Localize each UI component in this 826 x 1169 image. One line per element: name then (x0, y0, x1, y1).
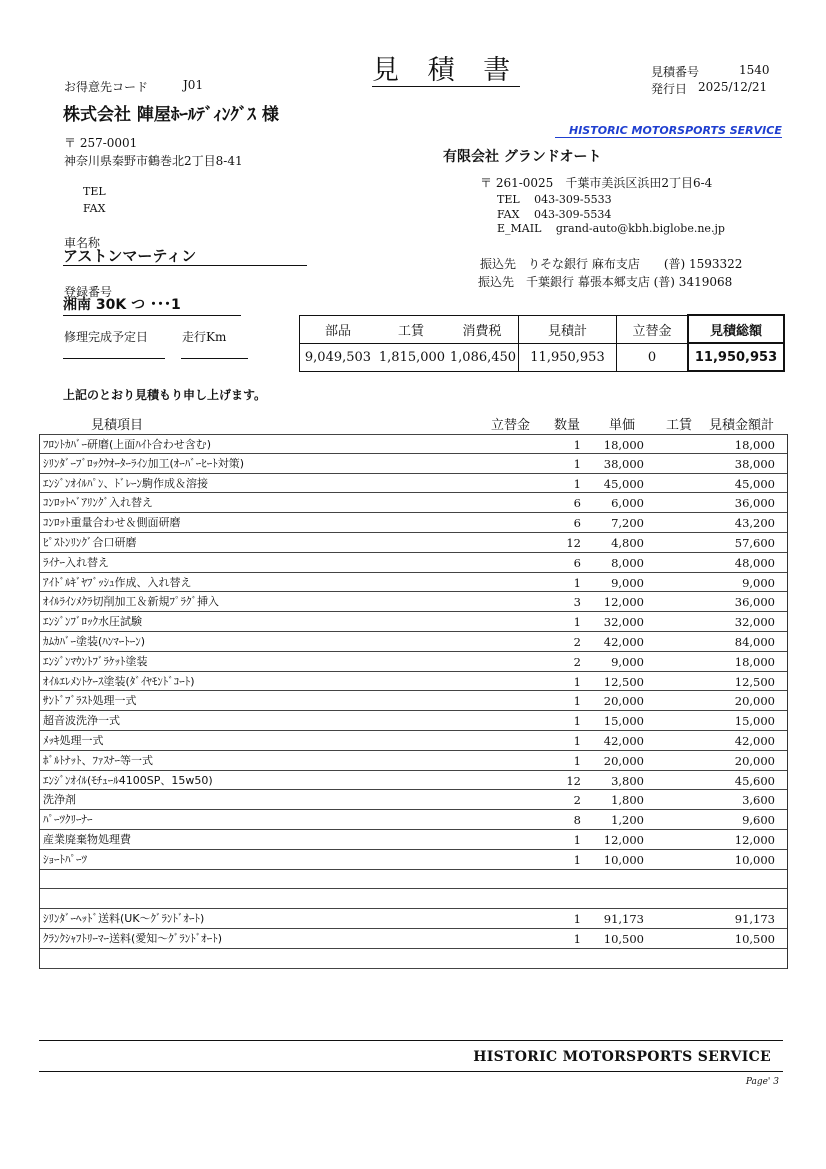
item-name: ｴﾝｼﾞﾝｵｲﾙﾊﾟﾝ、ﾄﾞﾚｰﾝ駒作成＆溶接 (43, 476, 208, 490)
estimate-number: 1540 (739, 63, 770, 77)
customer-name: 株式会社 陣屋ﾎｰﾙﾃﾞｨﾝｸﾞｽ 様 (63, 105, 279, 125)
customer-address: 神奈川県秦野市鶴巻北2丁目8-41 (64, 154, 243, 168)
item-unit-price: 1,200 (611, 813, 644, 828)
bank-account-2: 振込先 千葉銀行 幕張本郷支店 (普) 3419068 (478, 275, 733, 289)
table-row (40, 731, 787, 751)
summary-table (299, 314, 785, 372)
customer-code: J01 (183, 78, 204, 92)
item-amount: 32,000 (734, 615, 775, 630)
item-qty: 6 (573, 496, 581, 511)
table-row (40, 513, 787, 533)
item-name: ﾗｲﾅｰ入れ替え (43, 555, 109, 569)
item-unit-price: 12,500 (603, 674, 644, 689)
item-qty: 1 (573, 714, 581, 729)
item-name: ｴﾝｼﾞﾝﾏｳﾝﾄﾌﾞﾗｹｯﾄ塗装 (43, 654, 148, 668)
item-name: 洗浄剤 (43, 793, 76, 807)
item-qty: 1 (573, 476, 581, 491)
table-row (40, 612, 787, 632)
item-name: ｵｲﾙﾗｲﾝﾒｸﾗ切削加工＆新規ﾌﾟﾗｸﾞ挿入 (43, 595, 219, 609)
table-row (40, 949, 787, 969)
item-unit-price: 12,000 (603, 595, 644, 610)
item-qty: 1 (573, 733, 581, 748)
item-amount: 18,000 (734, 654, 775, 669)
item-name: 産業廃棄物処理費 (43, 832, 131, 846)
item-qty: 1 (573, 438, 581, 452)
item-amount: 84,000 (734, 634, 775, 649)
item-unit-price: 3,800 (611, 773, 644, 788)
summary-total: 11,950,953 (688, 343, 784, 371)
item-name: ｼｮｰﾄﾊﾟｰﾂ (43, 852, 87, 866)
table-row (40, 672, 787, 692)
item-unit-price: 10,500 (603, 931, 644, 946)
item-amount: 36,000 (734, 496, 775, 511)
customer-tel-label: TEL (83, 185, 106, 198)
item-qty: 8 (573, 813, 581, 828)
estimate-number-label: 見積番号 (651, 65, 700, 79)
table-row (40, 790, 787, 810)
shop-brand-logo: HISTORIC MOTORSPORTS SERVICE (555, 124, 782, 138)
item-name: ﾊﾟｰﾂｸﾘｰﾅｰ (43, 813, 93, 827)
completion-date-label: 修理完成予定日 (64, 330, 149, 344)
table-row (40, 493, 787, 513)
summary-header-parts: 部品 (324, 323, 351, 339)
item-amount: 45,000 (734, 476, 775, 491)
item-name: ｵｲﾙｴﾚﾒﾝﾄｹｰｽ塗装(ﾀﾞｲﾔﾓﾝﾄﾞｺｰﾄ) (43, 674, 195, 688)
shop-email: E_MAIL grand-auto@kbh.biglobe.ne.jp (497, 222, 725, 235)
document-title: 見 積 書 (372, 55, 521, 86)
summary-header-tax: 消費税 (462, 323, 502, 339)
table-row (40, 830, 787, 850)
table-row (40, 533, 787, 553)
header-unit-price: 単価 (609, 418, 636, 433)
item-unit-price: 20,000 (603, 753, 644, 768)
table-row (40, 751, 787, 771)
item-amount: 20,000 (734, 694, 775, 709)
table-row (40, 870, 787, 890)
item-amount: 9,000 (742, 575, 775, 590)
table-row (40, 652, 787, 672)
item-amount: 10,500 (734, 931, 775, 946)
page-number: Page' 3 (745, 1077, 779, 1087)
item-name: ｺﾝﾛｯﾄ重量合わせ＆側面研磨 (43, 516, 181, 530)
vehicle-name: アストンマーティン (63, 248, 307, 266)
header-labor: 工賃 (666, 418, 693, 433)
table-row (40, 454, 787, 474)
item-amount: 20,000 (734, 753, 775, 768)
item-name: ｸﾗﾝｸｼｬﾌﾄﾘｰﾏｰ送料(愛知～ｸﾞﾗﾝﾄﾞｵｰﾄ) (43, 931, 223, 945)
item-unit-price: 6,000 (611, 496, 644, 511)
item-qty: 2 (573, 654, 581, 669)
item-amount: 10,000 (734, 852, 775, 867)
table-row (40, 771, 787, 791)
shop-name: 有限会社 グランドオート (443, 149, 602, 165)
item-unit-price: 8,000 (611, 555, 644, 570)
summary-header-total: 見積総額 (688, 315, 784, 343)
item-unit-price: 45,000 (603, 476, 644, 491)
table-row (40, 691, 787, 711)
item-amount: 3,600 (742, 793, 775, 808)
issue-date-label: 発行日 (651, 82, 688, 96)
item-name: 超音波洗浄一式 (43, 714, 120, 728)
registration-number: 湘南 30K つ ･･･1 (63, 296, 241, 316)
item-qty: 1 (573, 753, 581, 768)
item-qty: 12 (566, 773, 581, 788)
items-table (39, 434, 788, 969)
item-qty: 1 (573, 931, 581, 946)
item-qty: 12 (566, 535, 581, 550)
header-qty: 数量 (554, 418, 581, 433)
header-item: 見積項目 (91, 418, 144, 433)
summary-group-header (300, 315, 519, 343)
lead-text: 上記のとおり見積もり申し上げます。 (63, 388, 267, 402)
item-unit-price: 38,000 (603, 456, 644, 471)
shop-tel: TEL 043-309-5533 (497, 193, 612, 206)
table-row (40, 929, 787, 949)
item-qty: 2 (573, 793, 581, 808)
item-name: ﾒｯｷ処理一式 (43, 733, 104, 747)
item-amount: 45,600 (734, 773, 775, 788)
item-unit-price: 32,000 (603, 615, 644, 630)
summary-header-subtotal: 見積計 (519, 315, 617, 343)
item-qty: 6 (573, 516, 581, 531)
item-qty: 1 (573, 575, 581, 590)
summary-subtotal: 11,950,953 (519, 343, 617, 371)
summary-tax: 1,086,450 (449, 349, 517, 365)
item-name: ｴﾝｼﾞﾝｵｲﾙ(ﾓﾁｭｰﾙ4100SP、15w50) (43, 773, 213, 787)
bank-account-1: 振込先 りそな銀行 麻布支店 (普) 1593322 (480, 257, 743, 271)
item-unit-price: 1,800 (611, 793, 644, 808)
item-amount: 15,000 (734, 714, 775, 729)
summary-group-values (300, 343, 519, 371)
item-name: ｺﾝﾛｯﾄﾍﾞｱﾘﾝｸﾞ入れ替え (43, 496, 153, 510)
table-row (40, 632, 787, 652)
item-amount: 42,000 (734, 733, 775, 748)
summary-header-advance: 立替金 (617, 315, 689, 343)
summary-labor: 1,815,000 (378, 349, 446, 365)
mileage-blank (181, 358, 248, 359)
footer-rule-top (39, 1040, 783, 1041)
item-name: ｼﾘﾝﾀﾞｰﾌﾞﾛｯｸｳｵｰﾀｰﾗｲﾝ加工(ｵｰﾊﾞｰﾋｰﾄ対策) (43, 456, 245, 470)
table-row (40, 889, 787, 909)
completion-date-blank (63, 358, 165, 359)
item-amount: 9,600 (742, 813, 775, 828)
item-unit-price: 4,800 (611, 535, 644, 550)
item-qty: 1 (573, 456, 581, 471)
summary-parts: 9,049,503 (304, 349, 372, 365)
vehicle-name-label: 車名称 (64, 236, 101, 250)
table-row (40, 592, 787, 612)
item-amount: 36,000 (734, 595, 775, 610)
summary-header-labor: 工賃 (397, 323, 424, 339)
shop-fax: FAX 043-309-5534 (497, 208, 612, 221)
item-unit-price: 12,000 (603, 832, 644, 847)
registration-label: 登録番号 (64, 285, 113, 299)
mileage-label: 走行Km (182, 330, 227, 344)
summary-advance: 0 (617, 343, 689, 371)
item-name: ｴﾝｼﾞﾝﾌﾞﾛｯｸ水圧試験 (43, 615, 142, 629)
shop-address: 〒 261-0025 千葉市美浜区浜田2丁目6-4 (480, 176, 713, 190)
item-name: ｶﾑｶﾊﾞｰ塗装(ﾊﾝﾏｰﾄｰﾝ) (43, 634, 146, 648)
table-row (40, 553, 787, 573)
item-unit-price: 20,000 (603, 694, 644, 709)
item-qty: 1 (573, 615, 581, 630)
summary-header-row (300, 315, 785, 343)
item-amount: 38,000 (734, 456, 775, 471)
item-name: ｼﾘﾝﾀﾞｰﾍｯﾄﾞ送料(UK～ｸﾞﾗﾝﾄﾞｵｰﾄ) (43, 912, 205, 926)
item-unit-price: 7,200 (611, 516, 644, 531)
footer-rule-bottom (39, 1071, 783, 1072)
item-unit-price: 42,000 (603, 634, 644, 649)
table-row (40, 850, 787, 870)
header-amount: 見積金額計 (709, 418, 775, 433)
item-unit-price: 42,000 (603, 733, 644, 748)
item-qty: 3 (573, 595, 581, 610)
item-name: ﾌﾛﾝﾄｶﾊﾞｰ研磨(上面ﾊｲﾄ合わせ含む) (43, 438, 212, 451)
footer-brand: HISTORIC MOTORSPORTS SERVICE (473, 1049, 771, 1065)
item-qty: 1 (573, 852, 581, 867)
customer-fax-label: FAX (83, 202, 106, 215)
item-qty: 1 (573, 674, 581, 689)
customer-code-label: お得意先コード (64, 80, 149, 94)
item-unit-price: 10,000 (603, 852, 644, 867)
item-amount: 18,000 (734, 438, 775, 452)
item-name: ﾎﾞﾙﾄﾅｯﾄ、ﾌｧｽﾅｰ等一式 (43, 753, 153, 767)
item-amount: 48,000 (734, 555, 775, 570)
issue-date: 2025/12/21 (698, 80, 768, 94)
item-qty: 1 (573, 832, 581, 847)
item-unit-price: 9,000 (611, 575, 644, 590)
table-row (40, 474, 787, 494)
item-name: ｻﾝﾄﾞﾌﾞﾗｽﾄ処理一式 (43, 694, 137, 708)
table-row (40, 909, 787, 929)
table-row (40, 711, 787, 731)
item-unit-price: 18,000 (603, 438, 644, 452)
item-unit-price: 15,000 (603, 714, 644, 729)
table-row (40, 573, 787, 593)
item-amount: 43,200 (734, 516, 775, 531)
item-qty: 1 (573, 912, 581, 927)
table-row (40, 434, 787, 454)
customer-zip: 〒 257-0001 (64, 136, 138, 150)
summary-value-row (300, 343, 785, 371)
item-qty: 1 (573, 694, 581, 709)
item-amount: 57,600 (734, 535, 775, 550)
item-name: ｱｲﾄﾞﾙｷﾞﾔﾌﾞｯｼｭ作成、入れ替え (43, 575, 192, 589)
header-advance: 立替金 (491, 418, 531, 433)
item-amount: 12,500 (734, 674, 775, 689)
item-name: ﾋﾟｽﾄﾝﾘﾝｸﾞ合口研磨 (43, 535, 137, 549)
item-qty: 6 (573, 555, 581, 570)
item-amount: 91,173 (734, 912, 775, 927)
item-amount: 12,000 (734, 832, 775, 847)
item-qty: 2 (573, 634, 581, 649)
item-unit-price: 91,173 (603, 912, 644, 927)
item-unit-price: 9,000 (611, 654, 644, 669)
table-row (40, 810, 787, 830)
